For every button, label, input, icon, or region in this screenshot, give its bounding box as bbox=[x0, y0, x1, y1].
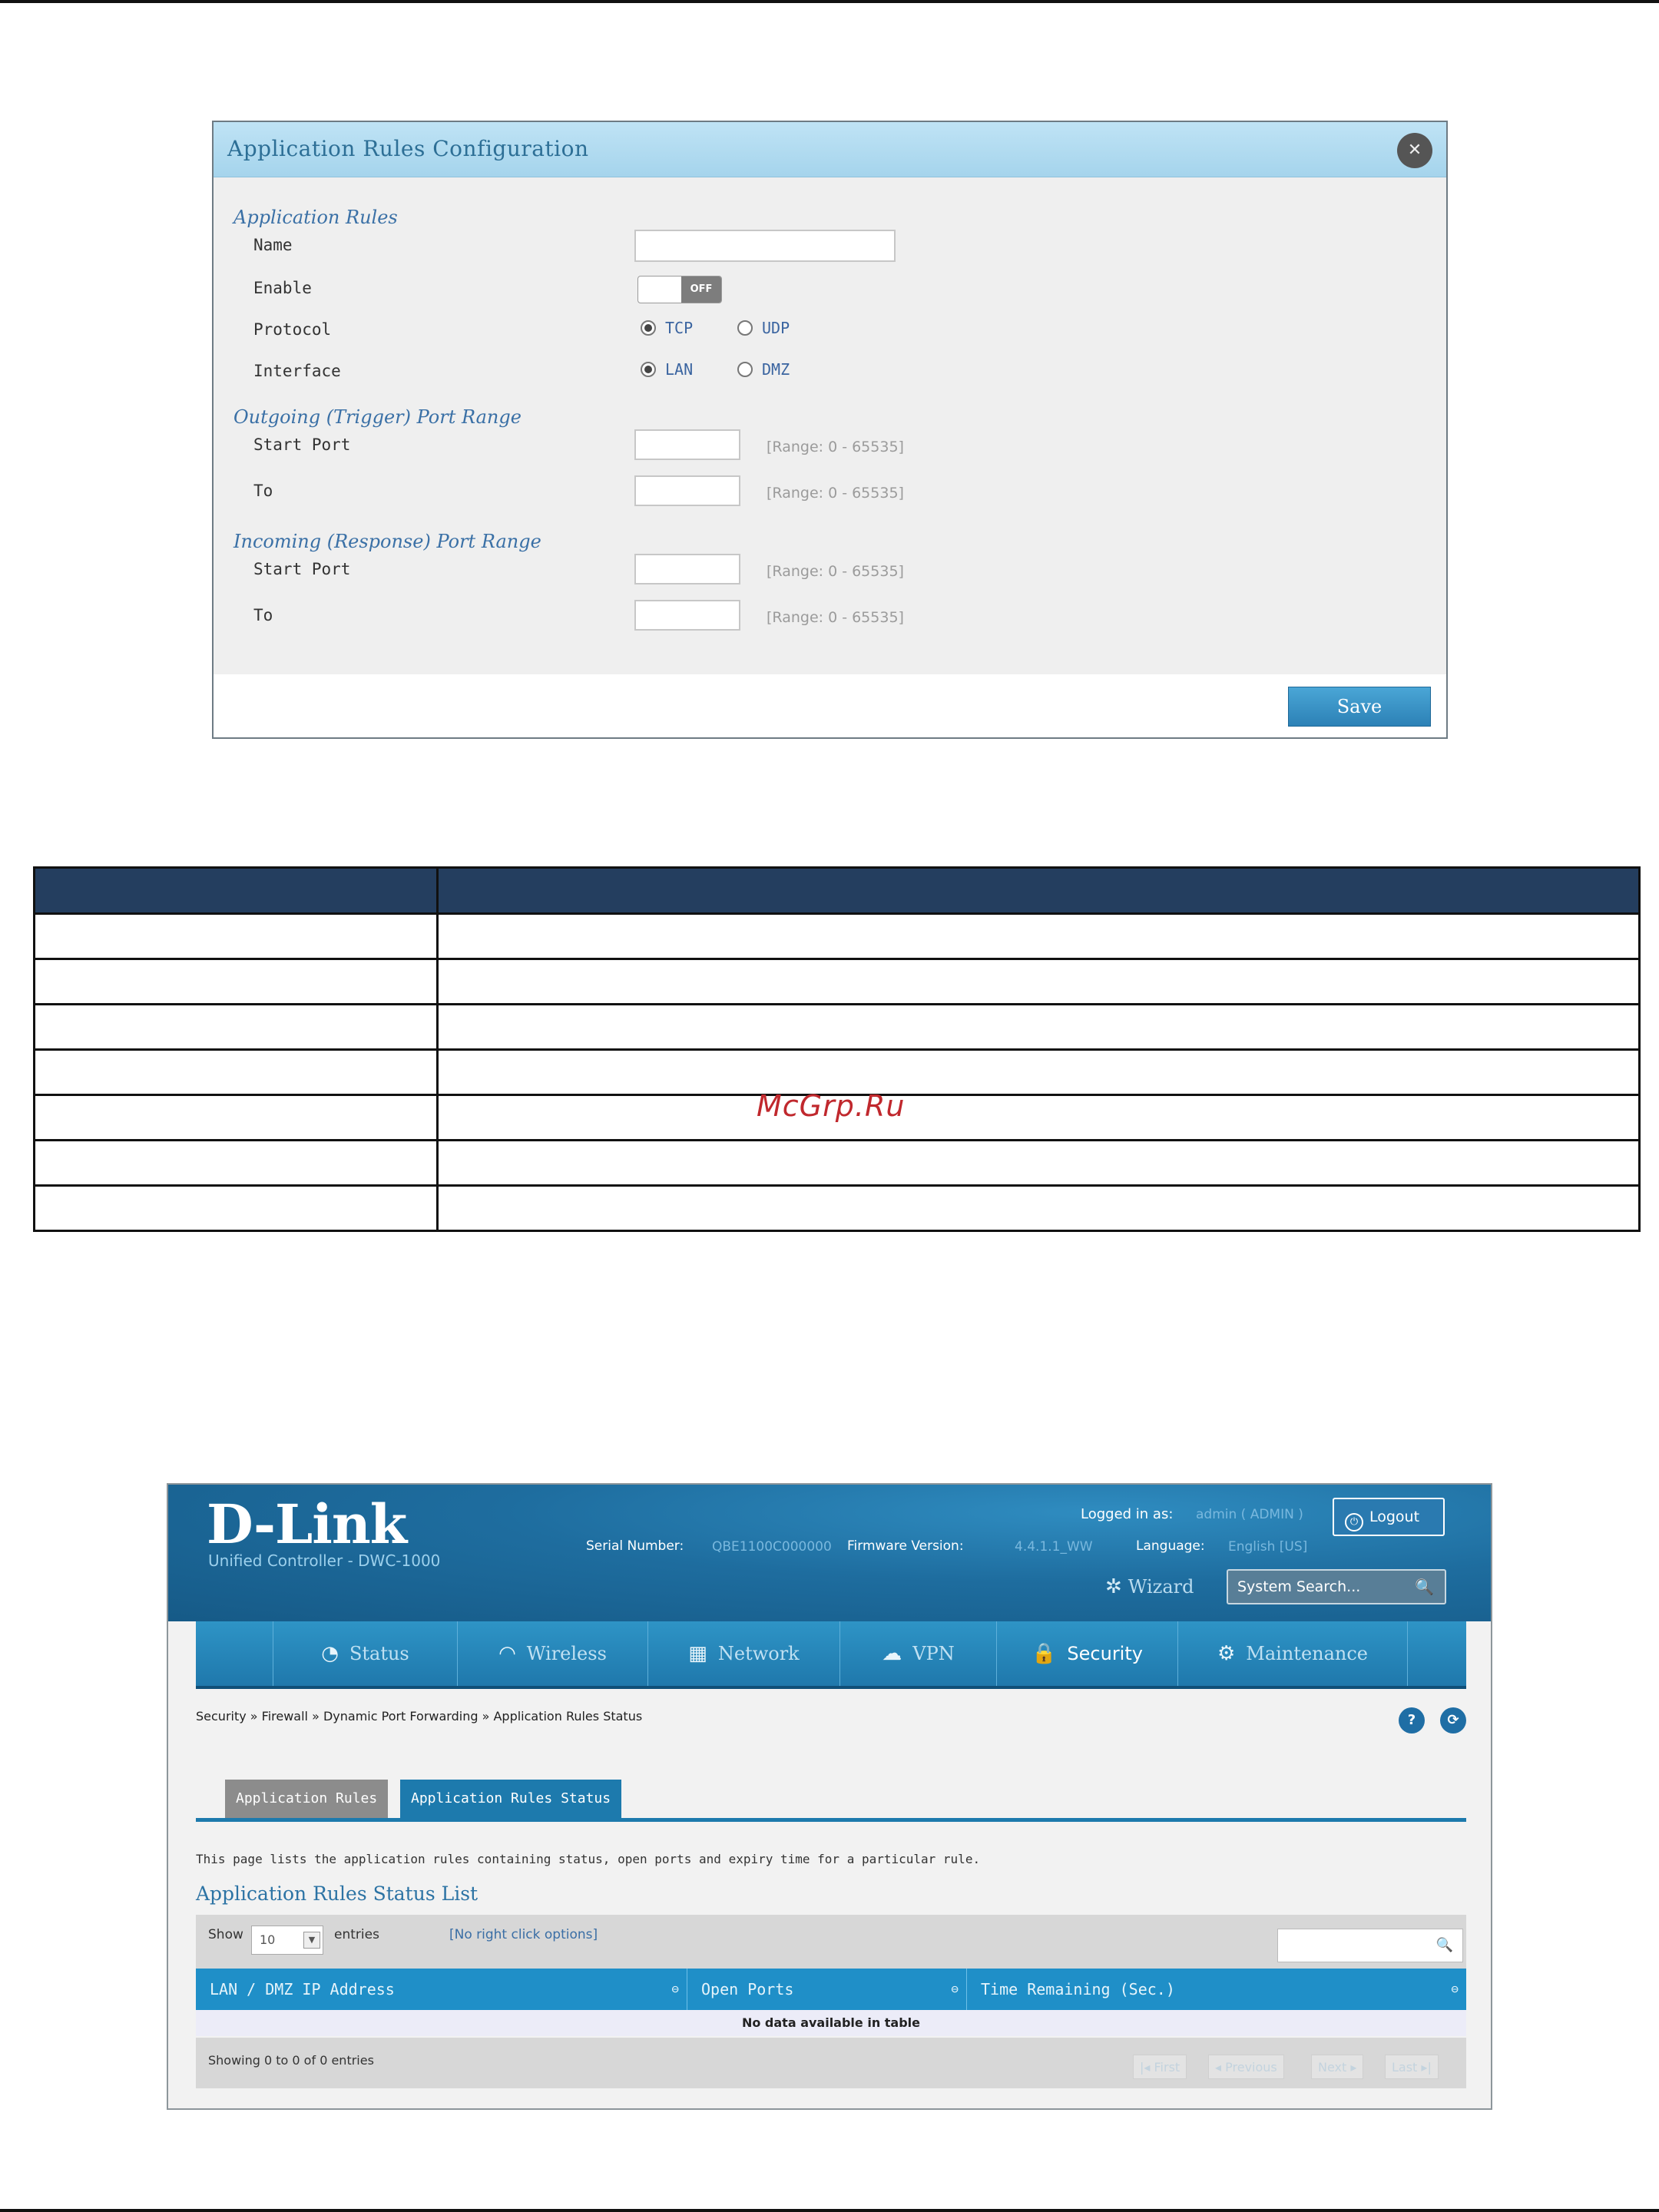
pager-label: First bbox=[1154, 2060, 1181, 2075]
nav-vpn[interactable] bbox=[839, 1621, 996, 1686]
firmware-value: 4.4.1.1_WW bbox=[1015, 1539, 1093, 1555]
dlink-logo: D-Link bbox=[207, 1492, 407, 1556]
nav-label: Status bbox=[349, 1643, 409, 1664]
protocol-tcp-radio[interactable] bbox=[641, 320, 656, 336]
section-incoming: Incoming (Response) Port Range bbox=[233, 531, 541, 552]
entries-select[interactable] bbox=[251, 1926, 323, 1955]
pager-label: Last bbox=[1392, 2060, 1418, 2075]
table-cell bbox=[35, 1095, 438, 1141]
enable-label: Enable bbox=[253, 279, 312, 297]
top-rule bbox=[0, 0, 1659, 3]
nav-network[interactable] bbox=[647, 1621, 839, 1686]
nav-wireless[interactable] bbox=[457, 1621, 647, 1686]
table-cell bbox=[35, 1050, 438, 1095]
nav-security[interactable] bbox=[996, 1621, 1177, 1686]
nav-status[interactable] bbox=[273, 1621, 457, 1686]
right-click-note: [No right click options] bbox=[449, 1927, 598, 1942]
protocol-label: Protocol bbox=[253, 320, 332, 339]
column-label: Time Remaining (Sec.) bbox=[981, 1980, 1175, 1998]
interface-lan-label: LAN bbox=[665, 360, 694, 379]
close-icon[interactable]: ✕ bbox=[1397, 133, 1432, 168]
table-header-cell bbox=[438, 868, 1640, 914]
section-application-rules: Application Rules bbox=[233, 207, 398, 228]
table-cell bbox=[35, 914, 438, 959]
firmware-label: Firmware Version: bbox=[847, 1538, 964, 1554]
network-icon: ▦ bbox=[688, 1642, 707, 1665]
table-cell bbox=[438, 914, 1640, 959]
search-icon: 🔍 bbox=[1435, 1937, 1453, 1953]
serial-label: Serial Number: bbox=[586, 1538, 684, 1554]
table-row bbox=[35, 1005, 1640, 1050]
system-search-input[interactable] bbox=[1227, 1569, 1446, 1604]
outgoing-start-range: [Range: 0 - 65535] bbox=[767, 439, 904, 455]
interface-lan-radio[interactable] bbox=[641, 362, 656, 377]
logout-button[interactable] bbox=[1333, 1498, 1445, 1536]
wizard-link[interactable] bbox=[1105, 1575, 1194, 1598]
main-nav bbox=[196, 1621, 1466, 1689]
show-value: 10 bbox=[260, 1932, 276, 1947]
sort-icon: ⊖ bbox=[951, 1982, 959, 1996]
table-cell bbox=[35, 1005, 438, 1050]
table-row bbox=[35, 914, 1640, 959]
name-label: Name bbox=[253, 236, 293, 254]
column-open-ports[interactable] bbox=[687, 1969, 967, 2010]
interface-label: Interface bbox=[253, 362, 341, 380]
incoming-start-label: Start Port bbox=[253, 560, 351, 578]
logged-in-value: admin ( ADMIN ) bbox=[1196, 1507, 1303, 1522]
outgoing-to-range: [Range: 0 - 65535] bbox=[767, 485, 904, 502]
column-label: Open Ports bbox=[701, 1980, 794, 1998]
incoming-to-range: [Range: 0 - 65535] bbox=[767, 609, 904, 626]
nav-label: Maintenance bbox=[1246, 1643, 1369, 1664]
show-label: Show bbox=[208, 1927, 243, 1942]
protocol-udp-radio[interactable] bbox=[737, 320, 753, 336]
serial-value: QBE1100C000000 bbox=[712, 1539, 832, 1555]
nav-label: VPN bbox=[912, 1643, 955, 1664]
entries-label: entries bbox=[334, 1927, 379, 1942]
table-header-cell bbox=[35, 868, 438, 914]
logout-label: Logout bbox=[1369, 1508, 1420, 1525]
help-icon[interactable]: ? bbox=[1399, 1707, 1425, 1734]
table-toolbar bbox=[196, 1915, 1466, 1969]
breadcrumb: Security » Firewall » Dynamic Port Forwarding » Application Rules Status bbox=[196, 1709, 643, 1724]
header-banner bbox=[168, 1485, 1491, 1621]
sort-icon: ⊖ bbox=[671, 1982, 679, 1996]
bottom-rule bbox=[0, 2209, 1659, 2212]
outgoing-to-input[interactable] bbox=[634, 475, 740, 506]
toggle-state: OFF bbox=[681, 276, 721, 303]
incoming-to-label: To bbox=[253, 606, 273, 624]
search-placeholder: System Search... bbox=[1237, 1578, 1361, 1595]
table-cell bbox=[35, 959, 438, 1005]
table-cell bbox=[438, 1095, 1640, 1141]
table-row bbox=[35, 1186, 1640, 1231]
tab-application-rules-status[interactable]: Application Rules Status bbox=[400, 1780, 621, 1818]
watermark: McGrp.Ru bbox=[757, 1089, 906, 1123]
page-description: This page lists the application rules containing status, open ports and expiry time for a particular rule. bbox=[196, 1852, 981, 1866]
pager-previous[interactable]: ◂ Previous bbox=[1208, 2055, 1284, 2079]
dialog-title: Application Rules Configuration bbox=[227, 136, 589, 161]
wifi-icon: ◠ bbox=[498, 1642, 516, 1665]
dialog-header bbox=[214, 122, 1446, 177]
table-header-row bbox=[35, 868, 1640, 914]
incoming-start-range: [Range: 0 - 65535] bbox=[767, 563, 904, 580]
enable-toggle[interactable] bbox=[637, 276, 722, 303]
chevron-down-icon: ▼ bbox=[303, 1932, 320, 1949]
wizard-label: Wizard bbox=[1128, 1576, 1194, 1598]
column-lan-dmz-ip[interactable] bbox=[196, 1969, 687, 2010]
gear-icon: ⚙ bbox=[1217, 1642, 1236, 1665]
config-dialog bbox=[212, 121, 1448, 739]
pager-next[interactable]: Next ▸ bbox=[1311, 2055, 1363, 2079]
wand-icon: ✲ bbox=[1105, 1575, 1122, 1598]
nav-label: Wireless bbox=[526, 1643, 607, 1664]
protocol-tcp-label: TCP bbox=[665, 319, 694, 337]
table-cell bbox=[438, 1141, 1640, 1186]
nav-label: Security bbox=[1067, 1643, 1143, 1664]
table-row bbox=[35, 959, 1640, 1005]
table-row bbox=[35, 1050, 1640, 1095]
save-button[interactable]: Save bbox=[1288, 687, 1431, 727]
nav-maintenance[interactable] bbox=[1177, 1621, 1408, 1686]
dialog-footer bbox=[214, 674, 1446, 737]
pager-label: Previous bbox=[1225, 2060, 1277, 2075]
interface-dmz-label: DMZ bbox=[762, 360, 790, 379]
table-header bbox=[196, 1969, 1466, 2010]
table-cell bbox=[438, 959, 1640, 1005]
column-label: LAN / DMZ IP Address bbox=[210, 1980, 395, 1998]
tab-application-rules[interactable]: Application Rules bbox=[225, 1780, 388, 1818]
outgoing-start-input[interactable] bbox=[634, 429, 740, 460]
table-search-input[interactable] bbox=[1277, 1929, 1463, 1962]
content-area bbox=[196, 1689, 1466, 2088]
table-cell bbox=[438, 1005, 1640, 1050]
pager-last[interactable]: Last ▸| bbox=[1385, 2055, 1439, 2079]
refresh-icon[interactable]: ⟳ bbox=[1440, 1707, 1466, 1734]
gauge-icon: ◔ bbox=[321, 1642, 339, 1665]
empty-table-message: No data available in table bbox=[196, 2010, 1466, 2036]
table-cell bbox=[438, 1186, 1640, 1231]
lock-icon: 🔒 bbox=[1031, 1642, 1057, 1665]
language-value[interactable]: English [US] bbox=[1228, 1539, 1308, 1555]
pager-label: Next bbox=[1318, 2060, 1347, 2075]
name-input[interactable] bbox=[634, 230, 896, 262]
product-subtitle: Unified Controller - DWC-1000 bbox=[208, 1551, 441, 1570]
nav-label: Network bbox=[717, 1643, 800, 1664]
pager-first[interactable]: |◂ First bbox=[1133, 2055, 1187, 2079]
incoming-start-input[interactable] bbox=[634, 554, 740, 584]
table-cell bbox=[438, 1050, 1640, 1095]
protocol-udp-label: UDP bbox=[762, 319, 790, 337]
incoming-to-input[interactable] bbox=[634, 600, 740, 631]
list-title: Application Rules Status List bbox=[196, 1883, 478, 1905]
outgoing-start-label: Start Port bbox=[253, 435, 351, 454]
search-icon: 🔍 bbox=[1415, 1578, 1434, 1596]
table-cell bbox=[35, 1186, 438, 1231]
column-time-remaining[interactable] bbox=[967, 1969, 1466, 2010]
sort-icon: ⊖ bbox=[1451, 1982, 1459, 1996]
table-cell bbox=[35, 1141, 438, 1186]
power-icon: ⏻ bbox=[1345, 1513, 1363, 1532]
outgoing-to-label: To bbox=[253, 482, 273, 500]
dlink-screenshot bbox=[167, 1483, 1492, 2110]
field-description-table bbox=[33, 866, 1641, 1232]
table-row bbox=[35, 1141, 1640, 1186]
entries-info: Showing 0 to 0 of 0 entries bbox=[208, 2053, 374, 2068]
language-label: Language: bbox=[1136, 1538, 1205, 1554]
section-outgoing: Outgoing (Trigger) Port Range bbox=[233, 406, 522, 428]
logged-in-label: Logged in as: bbox=[1081, 1506, 1174, 1522]
table-footer bbox=[196, 2038, 1466, 2088]
cloud-icon: ☁ bbox=[882, 1642, 902, 1665]
tab-underline bbox=[196, 1818, 1466, 1822]
interface-dmz-radio[interactable] bbox=[737, 362, 753, 377]
